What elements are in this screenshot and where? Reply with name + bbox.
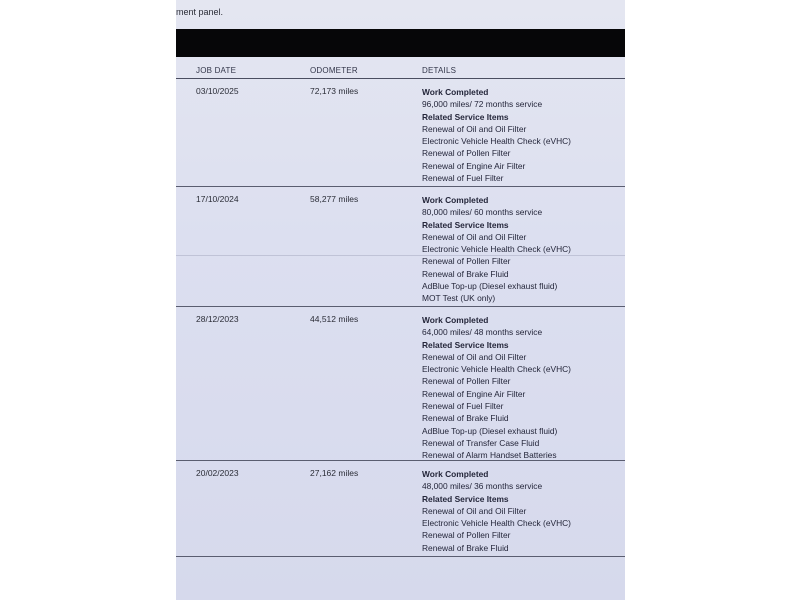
service-item: Renewal of Brake Fluid bbox=[422, 268, 509, 279]
related-heading: Related Service Items bbox=[422, 493, 509, 504]
table-row bbox=[176, 307, 625, 461]
related-heading: Related Service Items bbox=[422, 339, 509, 350]
work-heading: Work Completed bbox=[422, 195, 489, 205]
related-heading: Related Service Items bbox=[422, 111, 509, 122]
service-item: Renewal of Pollen Filter bbox=[422, 376, 511, 387]
work-heading: Work Completed bbox=[422, 87, 489, 97]
details bbox=[422, 86, 571, 184]
header-odometer: ODOMETER bbox=[310, 66, 358, 75]
service-item: Renewal of Brake Fluid bbox=[422, 413, 509, 424]
details bbox=[422, 194, 571, 305]
service-item: Renewal of Brake Fluid bbox=[422, 542, 509, 553]
work-description: 48,000 miles/ 36 months service bbox=[422, 481, 543, 492]
odometer: 44,512 miles bbox=[310, 314, 359, 324]
work-heading: Work Completed bbox=[422, 315, 489, 325]
service-item: Renewal of Pollen Filter bbox=[422, 148, 511, 159]
service-item: Renewal of Fuel Filter bbox=[422, 401, 504, 412]
service-item: Renewal of Pollen Filter bbox=[422, 530, 511, 541]
table-row bbox=[176, 79, 625, 187]
service-item: Electronic Vehicle Health Check (eVHC) bbox=[422, 136, 571, 147]
service-item: Renewal of Fuel Filter bbox=[422, 173, 504, 184]
service-item: Renewal of Oil and Oil Filter bbox=[422, 123, 527, 134]
service-item: MOT Test (UK only) bbox=[422, 293, 496, 304]
service-item: Renewal of Oil and Oil Filter bbox=[422, 505, 527, 516]
service-item: Renewal of Transfer Case Fluid bbox=[422, 437, 540, 448]
table-row bbox=[176, 461, 625, 557]
service-item: Electronic Vehicle Health Check (eVHC) bbox=[422, 364, 571, 375]
job-date: 17/10/2024 bbox=[196, 194, 239, 204]
table-row bbox=[176, 187, 625, 307]
work-description: 80,000 miles/ 60 months service bbox=[422, 207, 543, 218]
service-item: AdBlue Top-up (Diesel exhaust fluid) bbox=[422, 281, 558, 292]
odometer: 58,277 miles bbox=[310, 194, 359, 204]
header-details: DETAILS bbox=[422, 66, 457, 75]
job-date: 28/12/2023 bbox=[196, 314, 239, 324]
work-heading: Work Completed bbox=[422, 469, 489, 479]
odometer: 72,173 miles bbox=[310, 86, 359, 96]
service-history-sheet bbox=[176, 0, 625, 600]
work-description: 64,000 miles/ 48 months service bbox=[422, 327, 543, 338]
top-partial-text: ment panel. bbox=[176, 7, 224, 17]
service-item: Renewal of Engine Air Filter bbox=[422, 160, 526, 171]
related-heading: Related Service Items bbox=[422, 219, 509, 230]
service-item: Renewal of Oil and Oil Filter bbox=[422, 351, 527, 362]
header-job-date: JOB DATE bbox=[196, 66, 237, 75]
odometer: 27,162 miles bbox=[310, 468, 359, 478]
details bbox=[422, 314, 571, 462]
details bbox=[422, 468, 571, 554]
service-item: AdBlue Top-up (Diesel exhaust fluid) bbox=[422, 425, 558, 436]
work-description: 96,000 miles/ 72 months service bbox=[422, 99, 543, 110]
service-item: Electronic Vehicle Health Check (eVHC) bbox=[422, 244, 571, 255]
redaction-bar bbox=[176, 29, 625, 57]
service-item: Renewal of Engine Air Filter bbox=[422, 388, 526, 399]
paper-crease bbox=[176, 255, 625, 256]
table-header bbox=[176, 60, 625, 79]
service-item: Renewal of Pollen Filter bbox=[422, 256, 511, 267]
service-item: Renewal of Alarm Handset Batteries bbox=[422, 450, 557, 461]
job-date: 03/10/2025 bbox=[196, 86, 239, 96]
service-item: Electronic Vehicle Health Check (eVHC) bbox=[422, 518, 571, 529]
job-date: 20/02/2023 bbox=[196, 468, 239, 478]
service-item: Renewal of Oil and Oil Filter bbox=[422, 231, 527, 242]
